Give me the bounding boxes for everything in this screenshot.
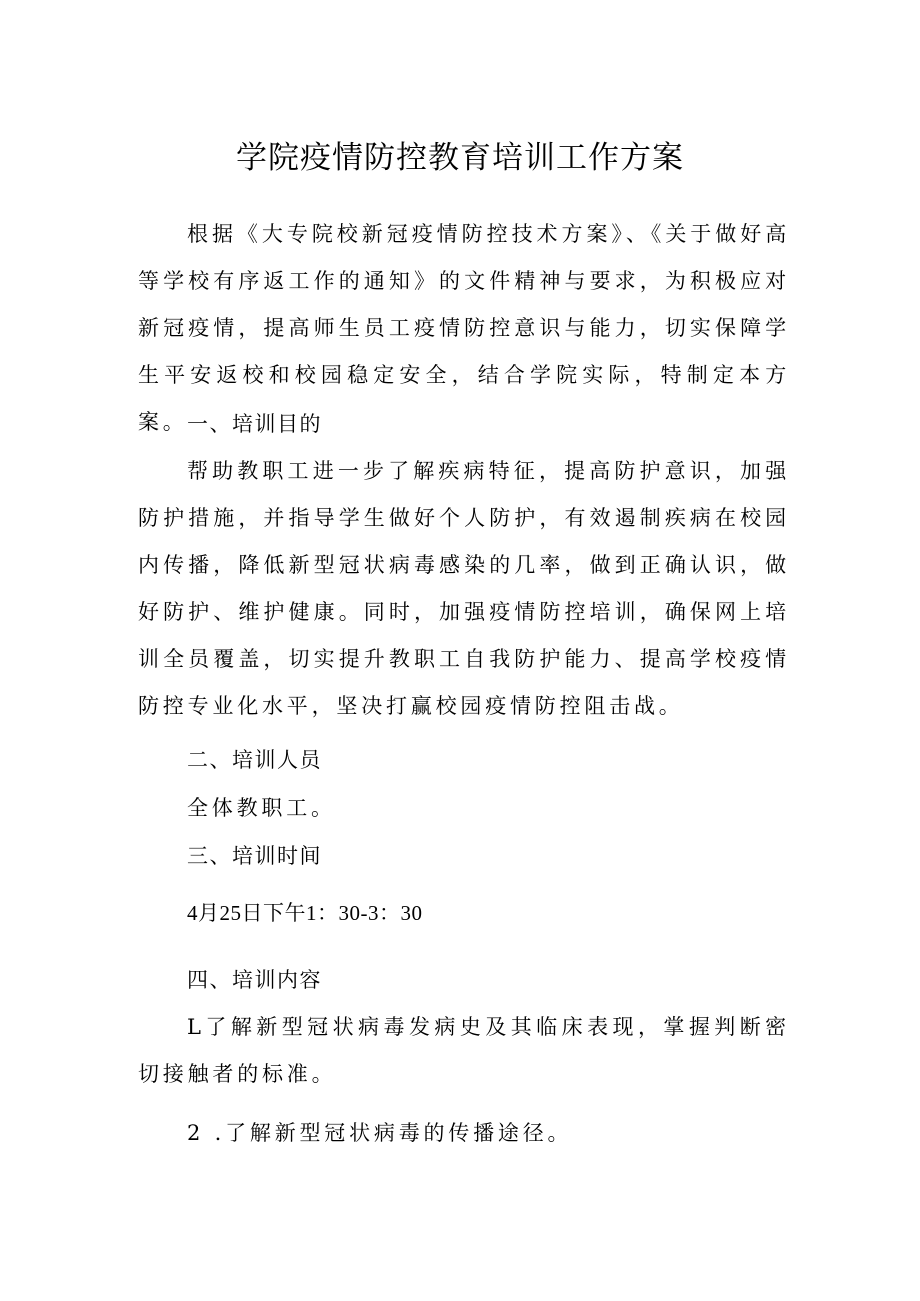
section-heading-time: 三、培训时间 (187, 844, 322, 868)
section-heading-participants: 二、培训人员 (187, 748, 322, 772)
section-body-purpose: 帮助教职工进一步了解疾病特征，提高防护意识，加强防护措施，并指导学生做好个人防护，有效遏制疾病在校园内传播，降低新型冠状病毒感染的几率，做到正确认识，做好防护、维护健康。同时，加强疫情防控培训，确保网上培训全员覆盖，切实提升教职工自我防护能力、提高学校疫情防控专业化水平，坚决打赢校园疫情防控阻击战。 (138, 459, 790, 718)
intro-paragraph: 根据《大专院校新冠疫情防控技术方案》、《关于做好高等学校有序返工作的通知》的文件精神与要求，为积极应对新冠疫情，提高师生员工疫情防控意识与能力，切实保障学生平安返校和校园稳定安全，结合学院实际，特制定本方案。 (138, 222, 790, 434)
section-heading-content: 四、培训内容 (187, 968, 322, 992)
section-body-participants: 全体教职工。 (187, 796, 336, 820)
section-heading-purpose: 一、培训目的 (187, 412, 322, 436)
content-item-2: 2 .了解新型冠状病毒的传播途径。 (187, 1121, 573, 1145)
content-item-1: L了解新型冠状病毒发病史及其临床表现，掌握判断密切接触者的标准。 (138, 1015, 790, 1086)
section-body-time: 4月25日下午1：30-3：30 (187, 901, 423, 925)
document-title: 学院疫情防控教育培训工作方案 (236, 140, 684, 176)
